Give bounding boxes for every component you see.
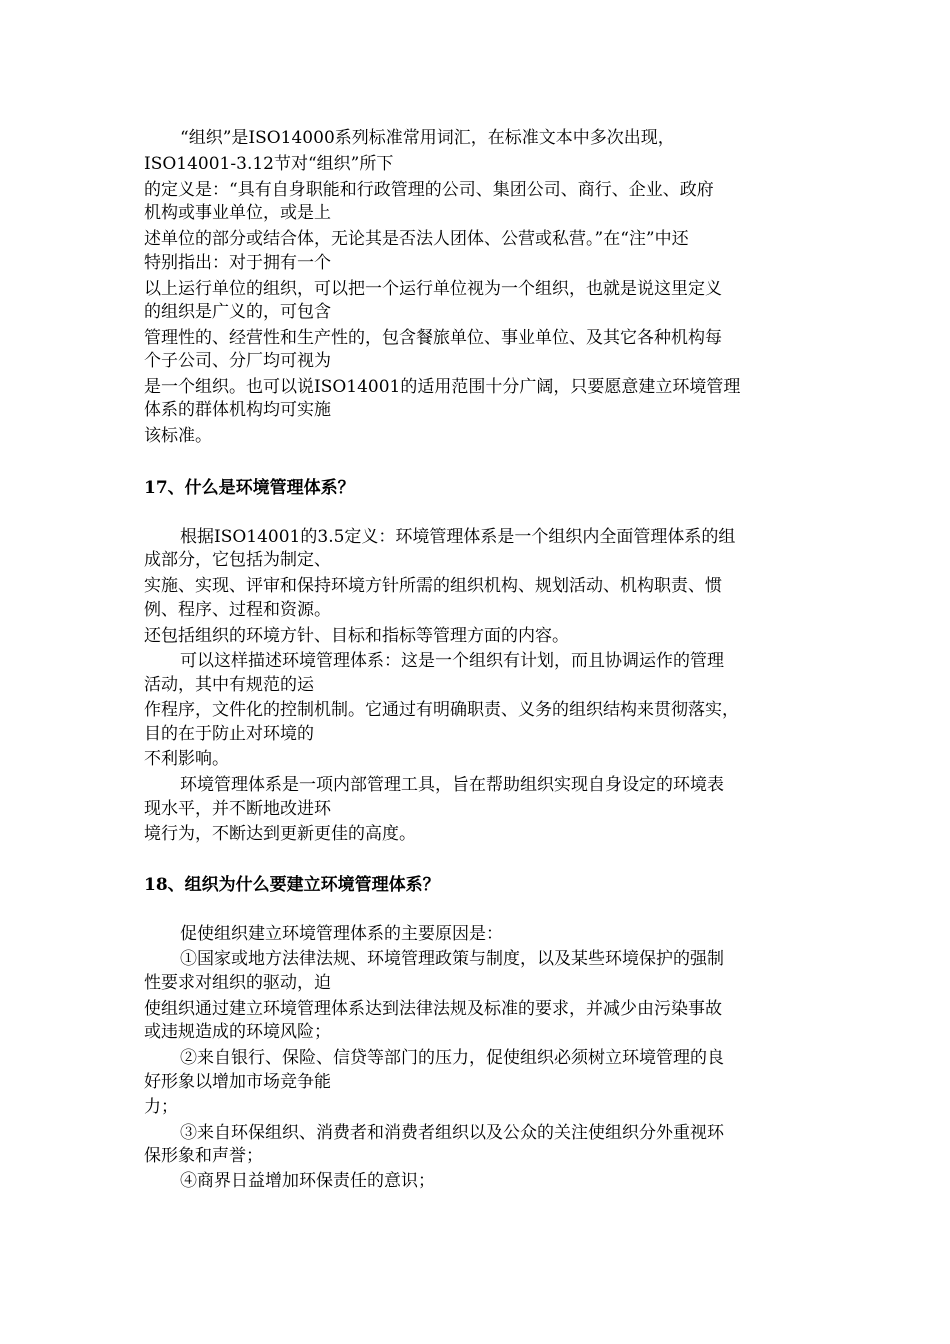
text-line: 根据ISO14001的3.5定义：环境管理体系是一个组织内全面管理体系的组: [180, 527, 736, 547]
text-line: 境行为，不断达到更新更佳的高度。: [144, 824, 416, 844]
text-line: ③来自环保组织、消费者和消费者组织以及公众的关注使组织分外重视环: [180, 1123, 724, 1143]
text-line: 使组织通过建立环境管理体系达到法律法规及标准的要求，并减少由污染事故: [144, 999, 722, 1019]
text-line: ②来自银行、保险、信贷等部门的压力，促使组织必须树立环境管理的良: [180, 1048, 724, 1068]
text-line: 体系的群体机构均可实施: [144, 400, 331, 420]
text-line: 述单位的部分或结合体，无论其是否法人团体、公营或私营。”在“注”中还: [144, 229, 689, 249]
text-line: 成部分，它包括为制定、: [144, 550, 331, 570]
text-line: ④商界日益增加环保责任的意识；: [180, 1171, 435, 1191]
text-line: 目的在于防止对环境的: [144, 724, 314, 744]
section-heading: 18、组织为什么要建立环境管理体系？: [144, 875, 440, 895]
text-line: 或违规造成的环境风险；: [144, 1022, 331, 1042]
text-line: 以上运行单位的组织，可以把一个运行单位视为一个组织，也就是说这里定义: [144, 279, 722, 299]
text-line: 特别指出：对于拥有一个: [144, 253, 331, 273]
text-line: 保形象和声誉；: [144, 1146, 263, 1166]
text-line: 个子公司、分厂均可视为: [144, 351, 331, 371]
text-line: 实施、实现、评审和保持环境方针所需的组织机构、规划活动、机构职责、惯: [144, 576, 722, 596]
text-line: 是一个组织。也可以说ISO14001的适用范围十分广阔，只要愿意建立环境管理: [144, 377, 741, 397]
text-line: ISO14001-3.12节对“组织”所下: [144, 154, 394, 174]
text-line: “组织”是ISO14000系列标准常用词汇，在标准文本中多次出现，: [180, 128, 675, 148]
text-line: 机构或事业单位，或是上: [144, 203, 331, 223]
text-line: 不利影响。: [144, 749, 229, 769]
text-line: 活动，其中有规范的运: [144, 675, 314, 695]
section-heading: 17、什么是环境管理体系？: [144, 478, 355, 498]
text-line: 该标准。: [144, 426, 212, 446]
text-line: 现水平，并不断地改进环: [144, 799, 331, 819]
text-line: 作程序，文件化的控制机制。它通过有明确职责、义务的组织结构来贯彻落实，: [144, 700, 739, 720]
text-line: 管理性的、经营性和生产性的，包含餐旅单位、事业单位、及其它各种机构每: [144, 328, 722, 348]
text-line: 的定义是：“具有自身职能和行政管理的公司、集团公司、商行、企业、政府: [144, 180, 714, 200]
text-line: 的组织是广义的，可包含: [144, 302, 331, 322]
text-line: 例、程序、过程和资源。: [144, 600, 331, 620]
text-line: ①国家或地方法律法规、环境管理政策与制度，以及某些环境保护的强制: [180, 949, 724, 969]
text-line: 力；: [144, 1097, 178, 1117]
text-line: 环境管理体系是一项内部管理工具，旨在帮助组织实现自身设定的环境表: [180, 775, 724, 795]
text-line: 可以这样描述环境管理体系：这是一个组织有计划，而且协调运作的管理: [180, 651, 724, 671]
text-line: 性要求对组织的驱动，迫: [144, 973, 331, 993]
text-line: 促使组织建立环境管理体系的主要原因是：: [180, 924, 503, 944]
text-line: 还包括组织的环境方针、目标和指标等管理方面的内容。: [144, 626, 569, 646]
text-line: 好形象以增加市场竞争能: [144, 1072, 331, 1092]
